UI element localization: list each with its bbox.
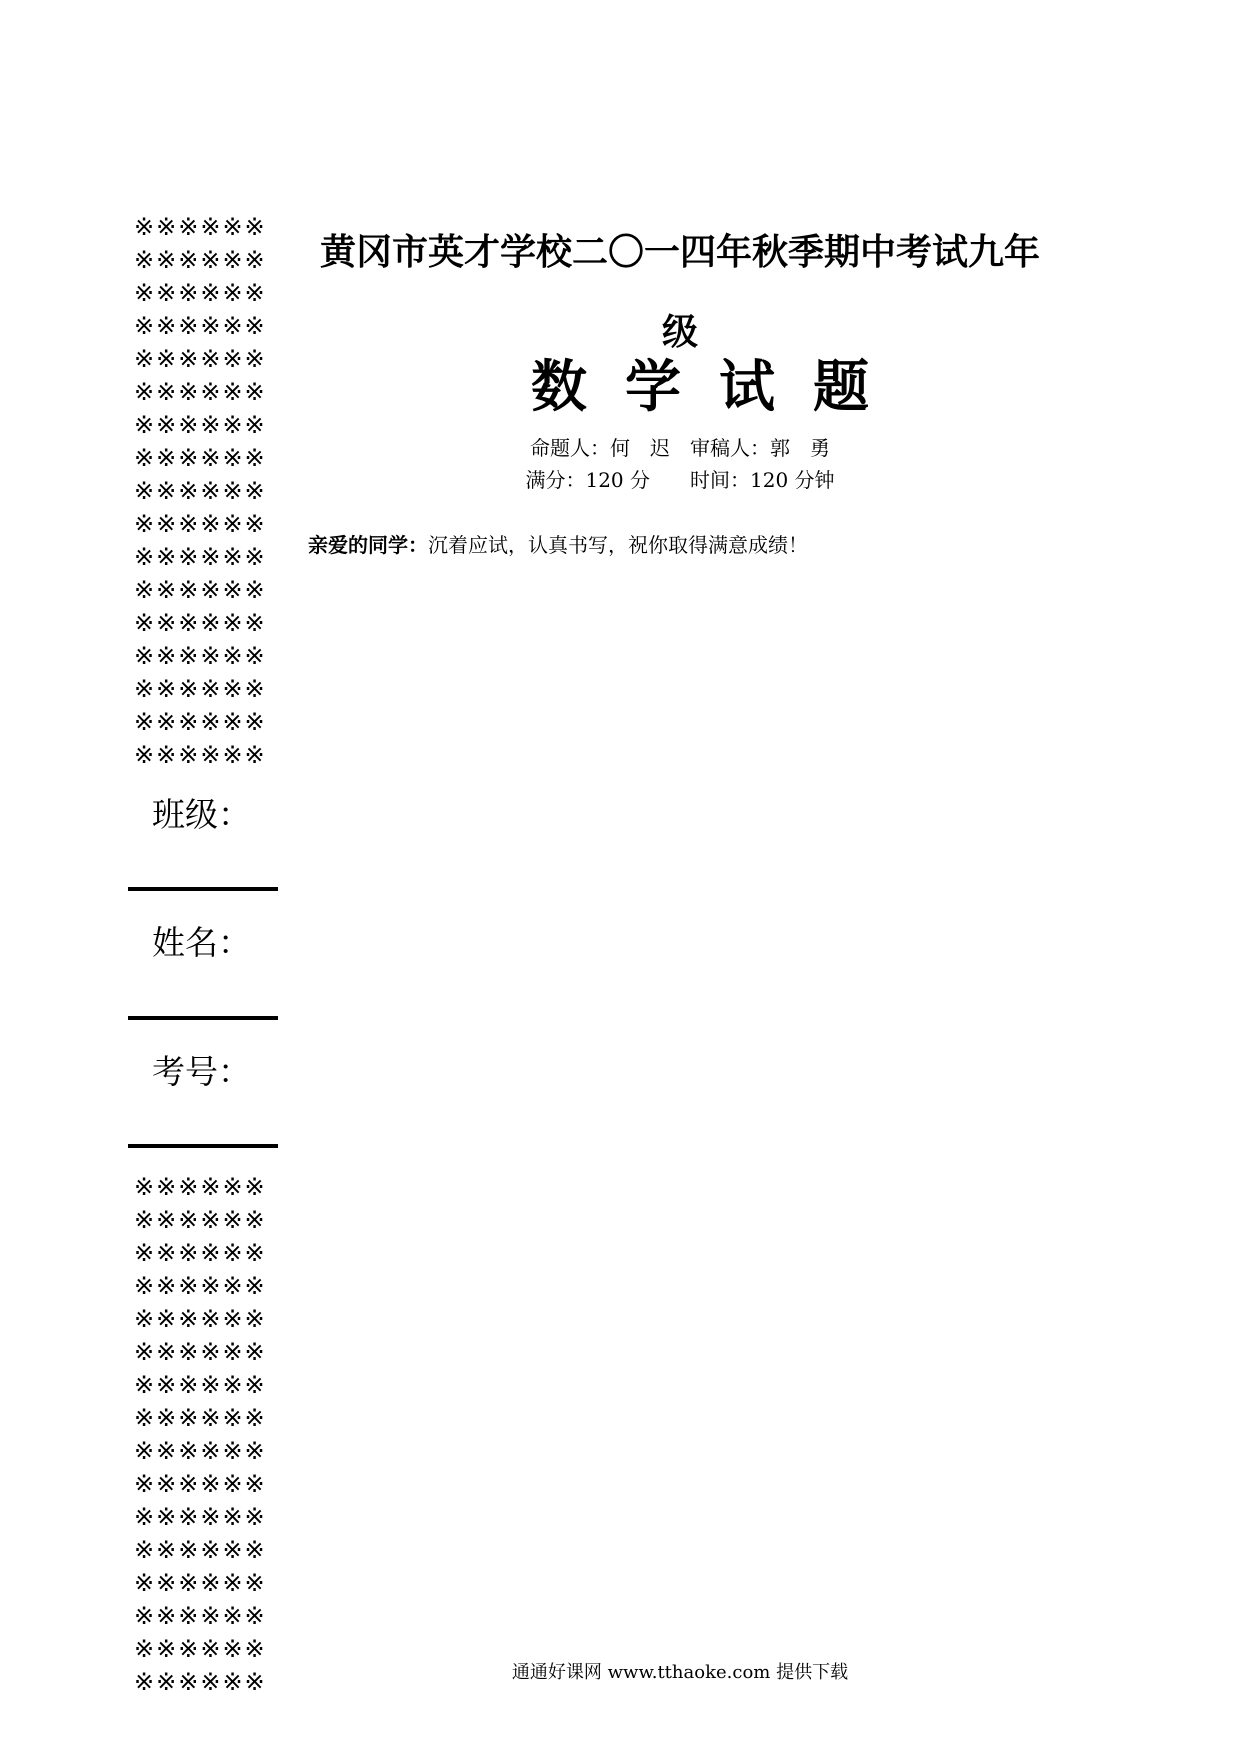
greeting (308, 530, 808, 560)
binding-symbol-row: ※※※※※※ (134, 642, 267, 670)
binding-symbols-bottom (110, 1171, 309, 1699)
binding-symbol-row: ※※※※※※ (134, 510, 267, 538)
class-label: 班级： (152, 795, 251, 834)
binding-symbol-row: ※※※※※※ (134, 411, 267, 439)
class-write-line[interactable] (128, 887, 278, 891)
binding-symbol-row: ※※※※※※ (134, 1371, 267, 1399)
greeting-text: 沉着应试，认真书写，祝你取得满意成绩！ (428, 533, 808, 557)
binding-symbol-row: ※※※※※※ (134, 1536, 267, 1564)
binding-symbol-row: ※※※※※※ (134, 378, 267, 406)
name-field (128, 923, 278, 963)
binding-symbol-row: ※※※※※※ (134, 1239, 267, 1267)
binding-symbol-row: ※※※※※※ (134, 1338, 267, 1366)
subject-title: 数学试题 (531, 355, 907, 420)
footer-download-note: 通通好课网 www.tthaoke.com 提供下载 (511, 1662, 849, 1683)
class-field (128, 795, 278, 835)
binding-symbol-row: ※※※※※※ (134, 708, 267, 736)
binding-symbol-row: ※※※※※※ (134, 279, 267, 307)
binding-symbol-row: ※※※※※※ (134, 1437, 267, 1465)
binding-symbol-row: ※※※※※※ (134, 1305, 267, 1333)
binding-symbol-row: ※※※※※※ (134, 1206, 267, 1234)
exam-number-write-line[interactable] (128, 1144, 278, 1148)
binding-symbol-row: ※※※※※※ (134, 312, 267, 340)
binding-symbol-row: ※※※※※※ (134, 1602, 267, 1630)
exam-title: 黄冈市英才学校二〇一四年秋季期中考试九年级 (319, 232, 1040, 353)
binding-symbol-row: ※※※※※※ (134, 1173, 267, 1201)
binding-symbol-row: ※※※※※※ (134, 675, 267, 703)
name-write-line[interactable] (128, 1016, 278, 1020)
binding-symbol-row: ※※※※※※ (134, 1404, 267, 1432)
binding-symbol-row: ※※※※※※ (134, 1668, 267, 1696)
binding-symbol-row: ※※※※※※ (134, 576, 267, 604)
score-time-line: 满分：120 分 时间：120 分钟 (525, 468, 835, 492)
binding-symbol-row: ※※※※※※ (134, 246, 267, 274)
exam-number-label: 考号： (152, 1052, 251, 1091)
binding-symbol-row: ※※※※※※ (134, 1635, 267, 1663)
binding-symbol-row: ※※※※※※ (134, 543, 267, 571)
binding-symbol-row: ※※※※※※ (134, 741, 267, 769)
binding-symbol-row: ※※※※※※ (134, 1470, 267, 1498)
binding-symbol-row: ※※※※※※ (134, 345, 267, 373)
binding-symbol-row: ※※※※※※ (134, 1569, 267, 1597)
name-label: 姓名： (152, 923, 251, 962)
binding-symbol-row: ※※※※※※ (134, 1272, 267, 1300)
binding-symbols-top (110, 211, 309, 772)
binding-symbol-row: ※※※※※※ (134, 477, 267, 505)
exam-number-field (128, 1052, 278, 1092)
binding-symbol-row: ※※※※※※ (134, 444, 267, 472)
binding-symbol-row: ※※※※※※ (134, 1503, 267, 1531)
binding-symbol-row: ※※※※※※ (134, 213, 267, 241)
greeting-lead: 亲爱的同学： (308, 533, 428, 557)
setters-line: 命题人：何 迟 审稿人：郭 勇 (530, 436, 830, 460)
binding-symbol-row: ※※※※※※ (134, 609, 267, 637)
